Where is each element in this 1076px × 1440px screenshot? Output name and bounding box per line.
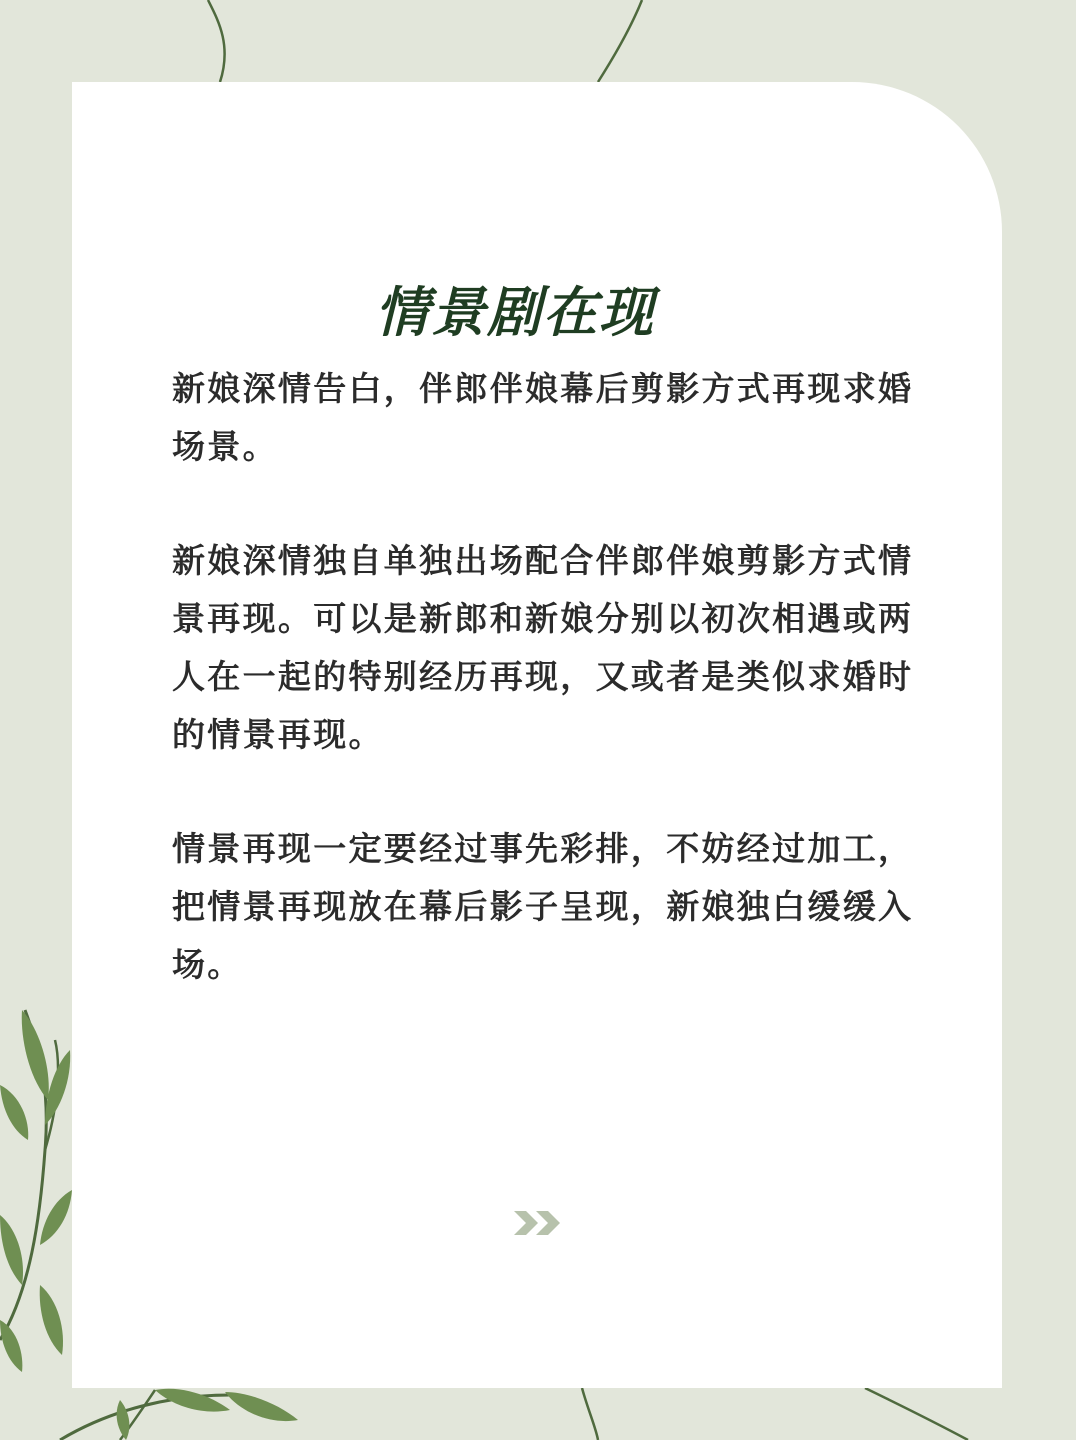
paragraph-1: 新娘深情告白，伴郎伴娘幕后剪影方式再现求婚场景。 [172, 369, 914, 466]
page-title: 情景剧在现 [375, 281, 655, 344]
paragraph-3: 情景再现一定要经过事先彩排，不妨经过加工，把情景再现放在幕后影子呈现，新娘独白缓缓入场。 [172, 829, 914, 984]
content-card [72, 82, 1002, 1388]
paragraph-2: 新娘深情独自单独出场配合伴郎伴娘剪影方式情景再现。可以是新郎和新娘分别以初次相遇或两人在一起的特别经历再现，又或者是类似求婚时的情景再现。 [172, 541, 914, 754]
double-chevron-right-icon[interactable] [512, 1208, 564, 1238]
